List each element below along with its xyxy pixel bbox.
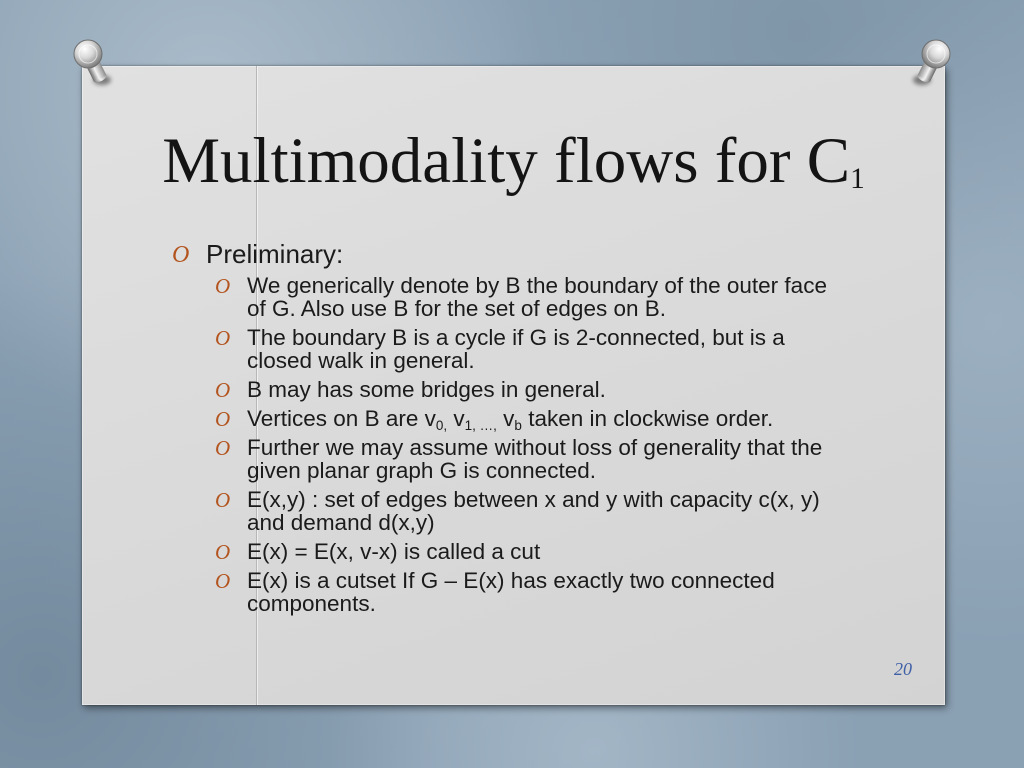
bullet-text-line <box>247 406 1024 434</box>
bullet-item-preliminary <box>0 240 1024 268</box>
bullet-text: and demand d(x,y) <box>247 510 435 535</box>
bullet-heading: Preliminary: <box>206 239 344 269</box>
sub-bullet-item <box>0 326 1024 372</box>
bullet-icon: O <box>215 274 231 298</box>
slide-number: 20 <box>894 659 912 679</box>
bullet-text-line <box>247 569 1024 592</box>
title-text: Multimodality flows for C <box>162 125 851 197</box>
bullet-icon: O <box>215 540 231 564</box>
bullet-text-line <box>247 459 1024 482</box>
bullet-icon: O <box>172 242 190 268</box>
bullet-text: given planar graph G is connected. <box>247 458 596 483</box>
sub-bullet-item <box>0 436 1024 482</box>
bullet-text: B may has some bridges in general. <box>247 377 606 402</box>
bullet-text: v <box>447 406 465 431</box>
sub-bullet-item <box>0 274 1024 320</box>
bullet-text-line <box>247 326 1024 349</box>
slide-title <box>82 125 945 197</box>
bullet-icon: O <box>215 436 231 460</box>
bullet-text: of G. Also use B for the set of edges on B. <box>247 296 666 321</box>
sub-bullet-item <box>0 406 1024 434</box>
bullet-text: components. <box>247 591 376 616</box>
bullet-icon: O <box>215 488 231 512</box>
bullet-text-line <box>247 488 1024 511</box>
bullet-text-line <box>247 511 1024 534</box>
bullet-text-line <box>247 436 1024 459</box>
bullet-text: E(x,y) : set of edges between x and y with capacity c(x, y) <box>247 487 820 512</box>
bullet-text: closed walk in general. <box>247 348 475 373</box>
bullet-text: We generically denote by B the boundary of the outer face <box>247 273 827 298</box>
bullet-icon: O <box>215 569 231 593</box>
subscript-text: b <box>514 418 522 434</box>
bullet-text: E(x) is a cutset If G – E(x) has exactly two connected <box>247 568 775 593</box>
bullet-text-line <box>247 297 1024 320</box>
title-subscript: 1 <box>850 162 865 195</box>
sub-bullet-item <box>0 569 1024 615</box>
pushpin-icon <box>910 36 958 88</box>
sub-bullet-item <box>0 540 1024 563</box>
bullet-text: E(x) = E(x, v-x) is called a cut <box>247 539 541 564</box>
bullet-text: v <box>496 406 515 431</box>
bullet-text: taken in clockwise order. <box>521 406 774 431</box>
bullet-text-line <box>247 349 1024 372</box>
pushpin-icon <box>66 36 114 88</box>
bullet-text: Vertices on B are v <box>247 406 436 431</box>
subscript-text: 0, <box>435 418 448 434</box>
sub-bullet-item <box>0 378 1024 401</box>
subscript-text: 1, …, <box>464 418 497 434</box>
bullet-text: The boundary B is a cycle if G is 2-connected, but is a <box>247 325 785 350</box>
bullet-text: Further we may assume without loss of generality that the <box>247 435 823 460</box>
bullet-text-line <box>247 274 1024 297</box>
bullet-text-line <box>247 540 1024 563</box>
bullet-icon: O <box>215 407 231 431</box>
sub-bullet-item <box>0 488 1024 534</box>
content-placeholder <box>0 240 1024 615</box>
sub-bullet-list <box>0 274 1024 615</box>
bullet-icon: O <box>215 326 231 350</box>
bullet-icon: O <box>215 378 231 402</box>
bullet-text-line <box>247 378 1024 401</box>
bullet-text-line <box>247 592 1024 615</box>
